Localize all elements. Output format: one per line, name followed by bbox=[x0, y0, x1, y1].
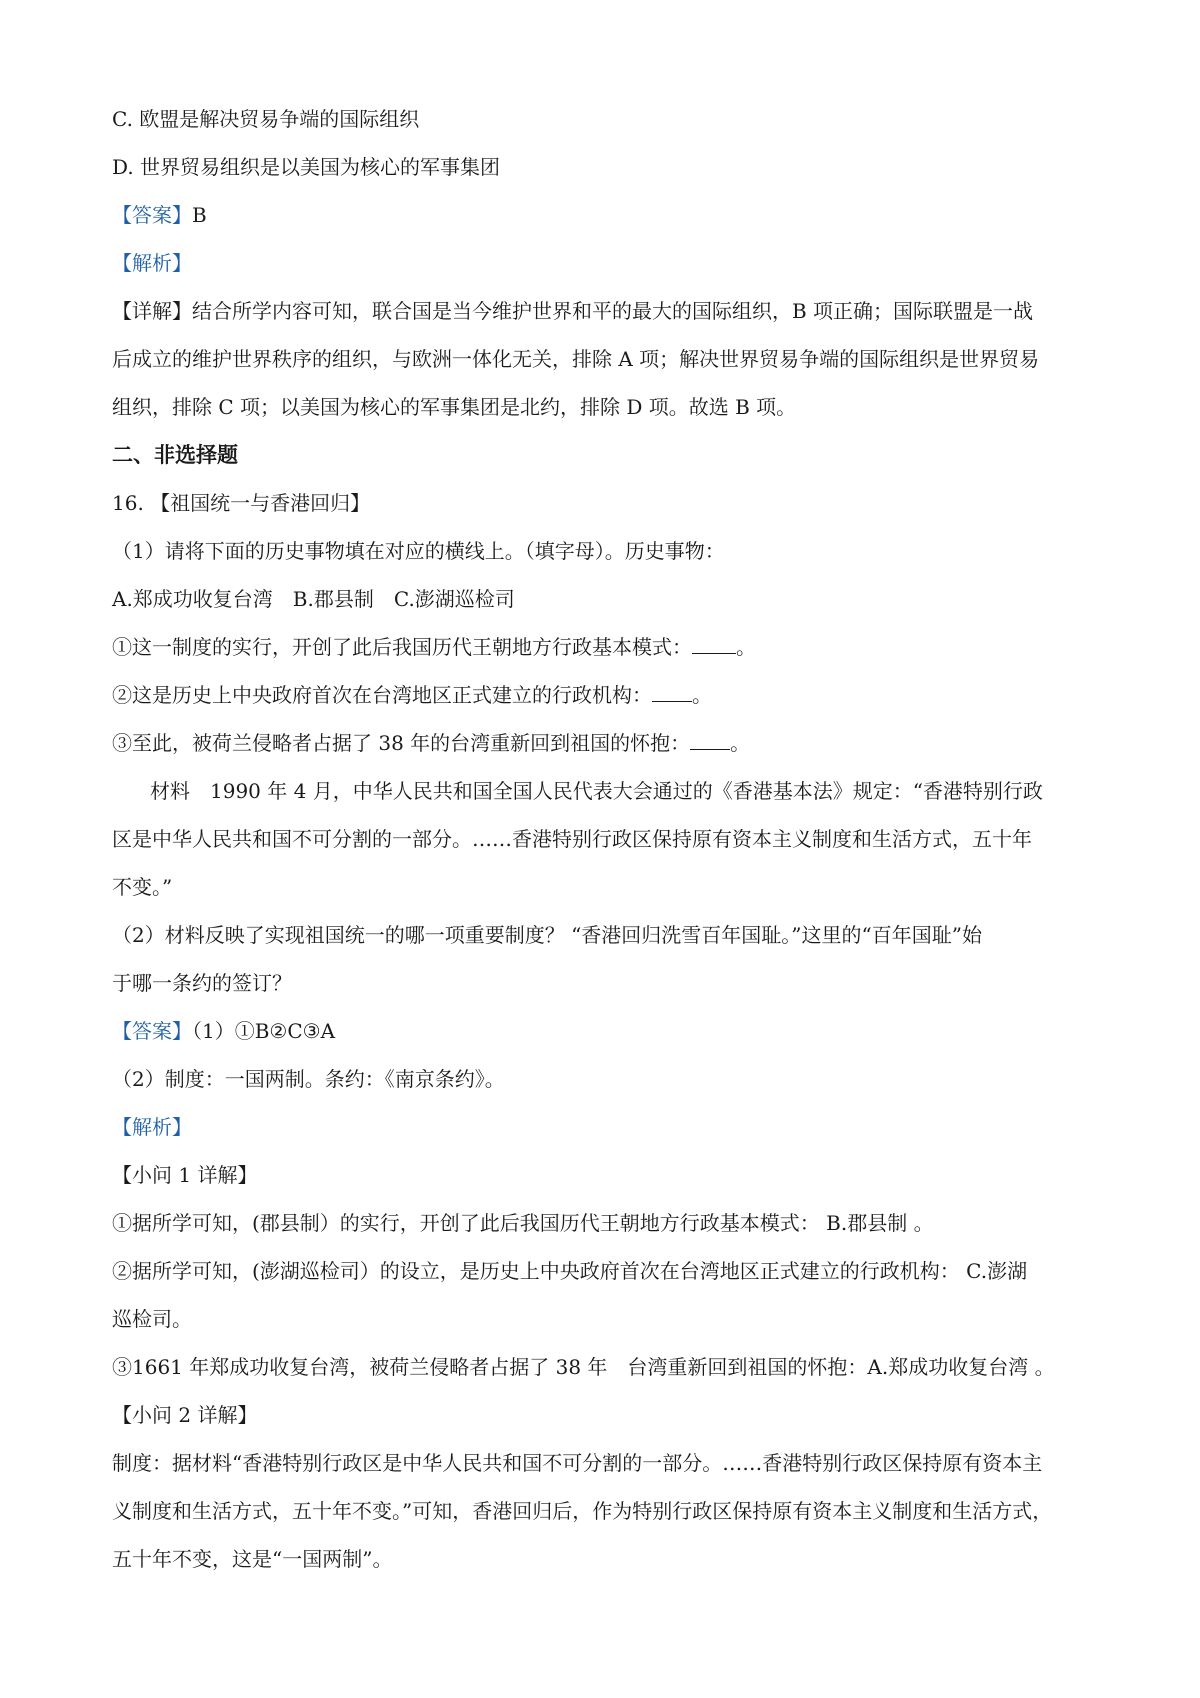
sub1-title: 【小问 1 详解】 bbox=[112, 1163, 258, 1187]
fill-item-2 bbox=[112, 671, 1102, 719]
fill-item-1 bbox=[112, 623, 1102, 671]
detail-line: 后成立的维护世界秩序的组织，与欧洲一体化无关，排除 A 项；解决世界贸易争端的国际组织是世界贸易 bbox=[112, 347, 1040, 371]
fill-text: ①这一制度的实行，开创了此后我国历代王朝地方行政基本模式： bbox=[112, 635, 692, 659]
fill-blank bbox=[690, 723, 730, 750]
fill-end: 。 bbox=[736, 635, 756, 659]
material-line: 区是中华人民共和国不可分割的一部分。……香港特别行政区保持原有资本主义制度和生活方式，五十年 bbox=[112, 827, 1032, 851]
sub1-line: ②据所学可知，(澎湖巡检司）的设立，是历史上中央政府首次在台湾地区正式建立的行政机构： C.澎湖 bbox=[112, 1259, 1028, 1283]
sub2-line: 五十年不变，这是“一国两制”。 bbox=[112, 1547, 393, 1571]
material-line: 不变。” bbox=[112, 875, 173, 899]
sub1-line: ③1661 年郑成功收复台湾，被荷兰侵略者占据了 38 年 台湾重新回到祖国的怀抱：A.郑成功收复台湾 。 bbox=[112, 1355, 1055, 1379]
fill-blank bbox=[692, 627, 736, 654]
fill-text: ②这是历史上中央政府首次在台湾地区正式建立的行政机构： bbox=[112, 683, 652, 707]
part2-line: （2）材料反映了实现祖国统一的哪一项重要制度？ “香港回归洗雪百年国耻。”这里的“百年国耻”始 bbox=[112, 923, 982, 947]
sub2-title: 【小问 2 详解】 bbox=[112, 1403, 258, 1427]
sub2-line: 制度：据材料“香港特别行政区是中华人民共和国不可分割的一部分。……香港特别行政区保持原有资本主 bbox=[112, 1451, 1043, 1475]
fill-end: 。 bbox=[692, 683, 712, 707]
detail-line: 【详解】结合所学内容可知，联合国是当今维护世界和平的最大的国际组织，B 项正确；国际联盟是一战 bbox=[112, 299, 1034, 323]
answer-value: B bbox=[192, 203, 207, 227]
answer-row bbox=[112, 191, 1102, 239]
section-title: 二、非选择题 bbox=[112, 442, 238, 467]
analysis-tag: 【解析】 bbox=[112, 251, 192, 275]
q16-answer-row bbox=[112, 1007, 1102, 1055]
sub1-line: ①据所学可知，(郡县制）的实行，开创了此后我国历代王朝地方行政基本模式： B.郡县制 。 bbox=[112, 1211, 934, 1235]
option-c: C. 欧盟是解决贸易争端的国际组织 bbox=[112, 107, 420, 131]
fill-blank bbox=[652, 675, 692, 702]
answer-1: （1）①B②C③A bbox=[192, 1019, 336, 1043]
fill-text: ③至此，被荷兰侵略者占据了 38 年的台湾重新回到祖国的怀抱： bbox=[112, 731, 691, 755]
document-page bbox=[112, 95, 1102, 1583]
q16-part1-prompt: （1）请将下面的历史事物填在对应的横线上。（填字母）。历史事物： bbox=[112, 539, 725, 563]
material-line: 材料 1990 年 4 月，中华人民共和国全国人民代表大会通过的《香港基本法》规定：“香港特别行政 bbox=[150, 779, 1043, 803]
option-d: D. 世界贸易组织是以美国为核心的军事集团 bbox=[112, 155, 501, 179]
fill-item-3 bbox=[112, 719, 1102, 767]
sub2-line: 义制度和生活方式，五十年不变。”可知，香港回归后，作为特别行政区保持原有资本主义制度和生活方式， bbox=[112, 1499, 1053, 1523]
answer-2: （2）制度：一国两制。条约：《南京条约》。 bbox=[112, 1067, 505, 1091]
sub1-line: 巡检司。 bbox=[112, 1307, 192, 1331]
analysis-tag: 【解析】 bbox=[112, 1115, 192, 1139]
detail-line: 组织，排除 C 项；以美国为核心的军事集团是北约，排除 D 项。故选 B 项。 bbox=[112, 395, 797, 419]
answer-tag: 【答案】 bbox=[112, 203, 192, 227]
q16-title: 16. 【祖国统一与香港回归】 bbox=[112, 491, 371, 515]
q16-options: A.郑成功收复台湾 B.郡县制 C.澎湖巡检司 bbox=[112, 587, 515, 611]
answer-tag: 【答案】 bbox=[112, 1019, 192, 1043]
fill-end: 。 bbox=[730, 731, 751, 755]
part2-line: 于哪一条约的签订？ bbox=[112, 971, 292, 995]
